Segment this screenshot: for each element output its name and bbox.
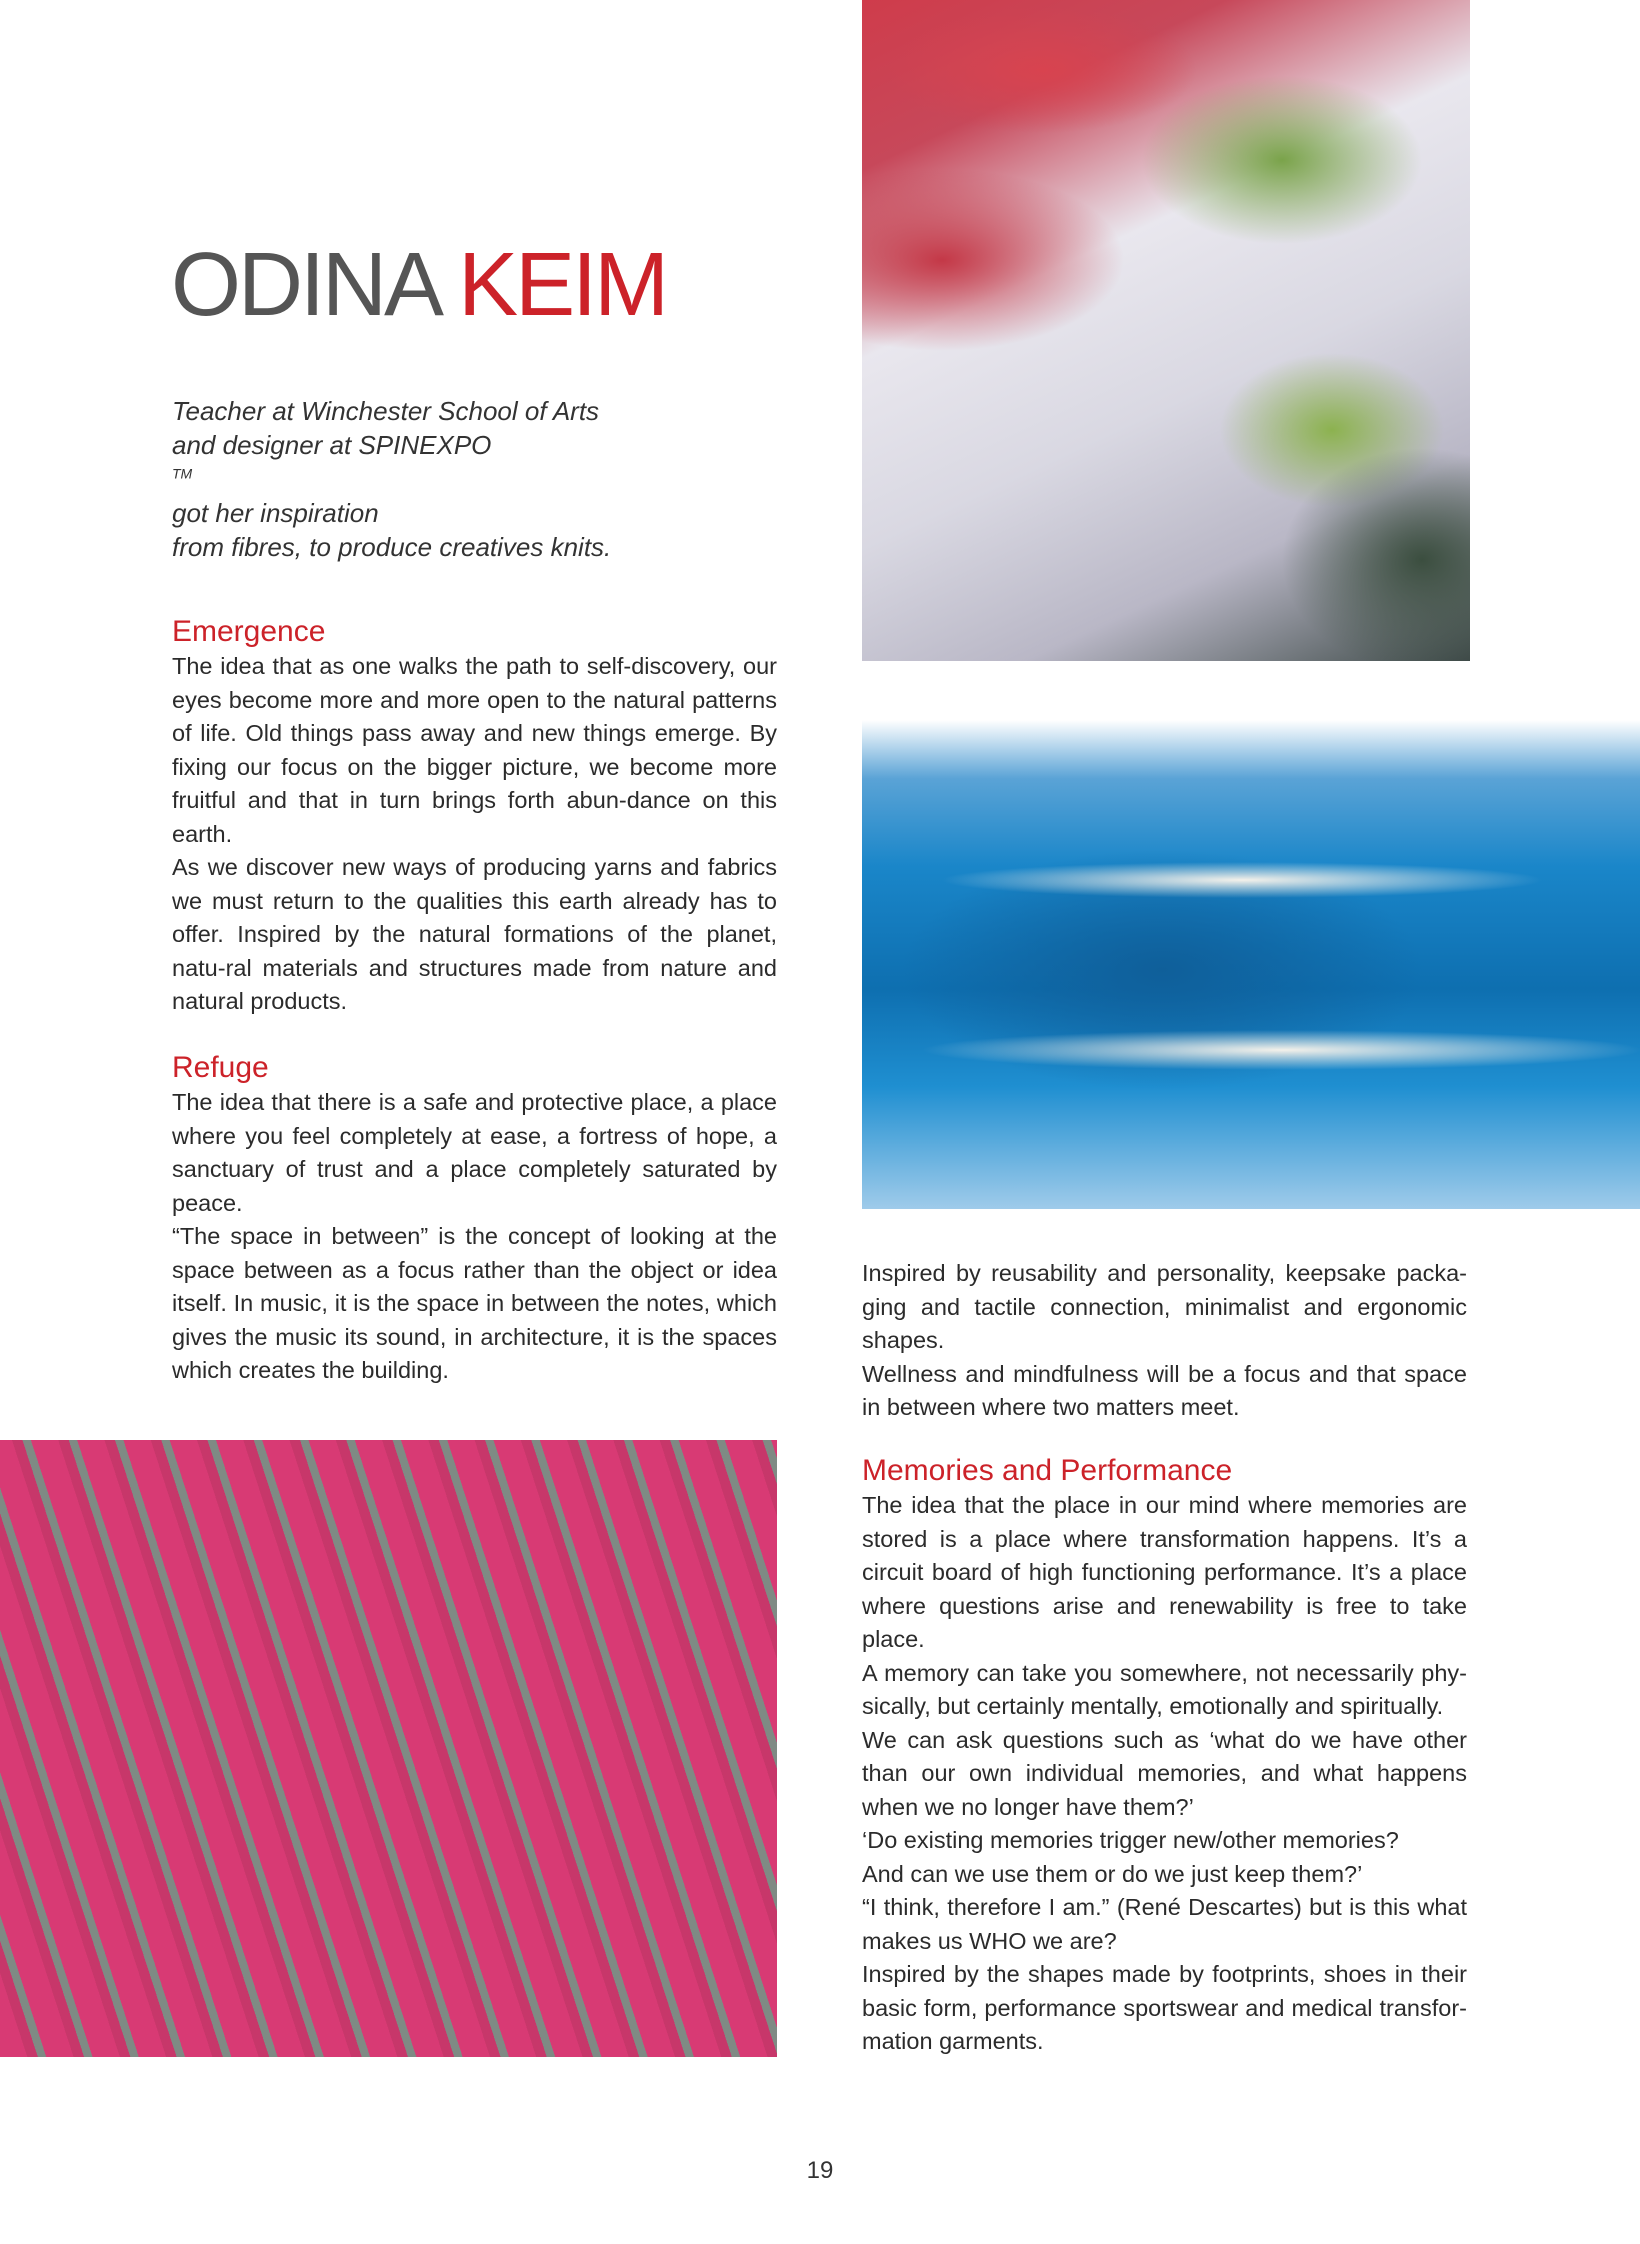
intro-line-2-end: got her inspiration bbox=[172, 498, 379, 528]
memories-paragraph-7: Inspired by the shapes made by footprints, shoes in their basic form, performance sportswear and medical transfor-mation garments. bbox=[862, 1961, 1467, 2054]
memories-paragraph-3: We can ask questions such as ‘what do we have other than our own individual memories, and what happens when we no longer have them?’ bbox=[862, 1726, 1467, 1820]
intro-line-2 bbox=[172, 428, 792, 530]
memories-section bbox=[862, 1453, 1467, 2059]
refuge-heading: Refuge bbox=[172, 1051, 269, 1084]
right-intro-paragraph-1: Inspired by reusability and personality, keepsake packa-ging and tactile connection, minimalist and ergonomic shapes. bbox=[862, 1260, 1467, 1353]
page-title bbox=[171, 235, 667, 335]
title-last-name: KEIM bbox=[458, 235, 667, 335]
blue-knit-photo bbox=[862, 720, 1640, 1209]
trademark-superscript: TM bbox=[172, 465, 193, 482]
intro-text bbox=[172, 394, 792, 564]
intro-line-3: from fibres, to produce creatives knits. bbox=[172, 532, 612, 562]
pink-ribbed-knit-photo bbox=[0, 1440, 777, 2057]
refuge-paragraph-2: “The space in between” is the concept of looking at the space between as a focus rather than the object or idea itself. In music, it is the space in between the notes, which gives the music its sound, in architecture, it is the spaces which creates the building. bbox=[172, 1223, 777, 1383]
memories-paragraph-6: “I think, therefore I am.” (René Descartes) but is this what makes us WHO we are? bbox=[862, 1894, 1467, 1954]
intro-line-1: Teacher at Winchester School of Arts bbox=[172, 396, 600, 426]
page-number: 19 bbox=[806, 2157, 834, 2184]
memories-paragraph-4: ‘Do existing memories trigger new/other memories? bbox=[862, 1827, 1399, 1853]
memories-heading: Memories and Performance bbox=[862, 1454, 1233, 1487]
emergence-paragraph-1: The idea that as one walks the path to self-discovery, our eyes become more and more open to the natural patterns of life. Old things pass away and new things emerge. By fixing our focus on the bigger picture, we become more fruitful and that in turn brings forth abun-dance on this earth. bbox=[172, 653, 777, 847]
emergence-section bbox=[172, 614, 777, 1019]
right-intro-section bbox=[862, 1257, 1467, 1425]
red-green-knit-photo bbox=[862, 0, 1470, 661]
emergence-heading: Emergence bbox=[172, 615, 326, 648]
refuge-paragraph-1: The idea that there is a safe and protective place, a place where you feel completely at ease, a fortress of hope, a sanctuary of trust and a place completely saturated by peace. bbox=[172, 1089, 777, 1216]
intro-line-2-start: and designer at SPINEXPO bbox=[172, 430, 492, 460]
memories-paragraph-2: A memory can take you somewhere, not necessarily phy-sically, but certainly mentally, emotionally and spiritually. bbox=[862, 1659, 1467, 1719]
right-intro-paragraph-2: Wellness and mindfulness will be a focus and that space in between where two matters meet. bbox=[862, 1360, 1467, 1420]
title-first-name: ODINA bbox=[171, 235, 437, 335]
memories-paragraph-1: The idea that the place in our mind where memories are stored is a place where transformation happens. It’s a circuit board of high functioning performance. It’s a place where questions arise and renewability is free to take place. bbox=[862, 1492, 1467, 1652]
memories-paragraph-5: And can we use them or do we just keep them?’ bbox=[862, 1860, 1363, 1887]
refuge-section bbox=[172, 1050, 777, 1388]
emergence-paragraph-2: As we discover new ways of producing yarns and fabrics we must return to the qualities this earth already has to offer. Inspired by the natural formations of the planet, natu-ral materials and structures made from nature and natural products. bbox=[172, 854, 777, 1014]
